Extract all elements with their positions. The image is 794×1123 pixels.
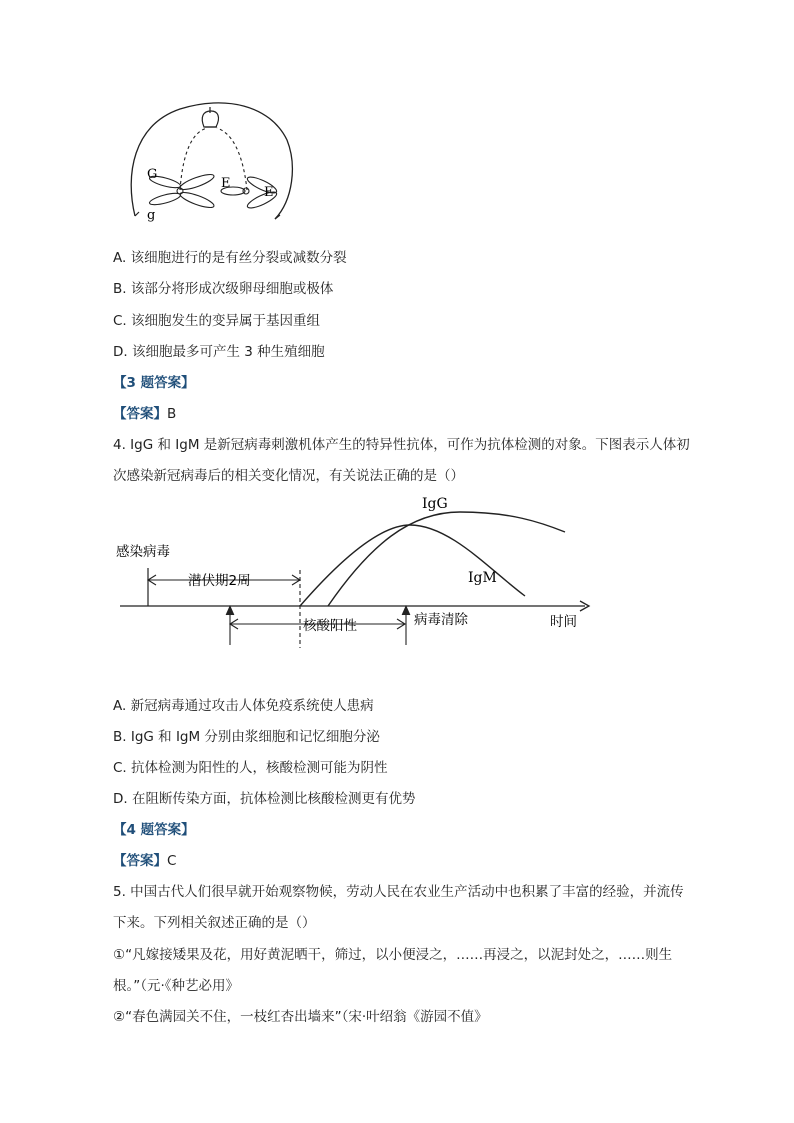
q5-stem-line1: 5. 中国古代人们很早就开始观察物候，劳动人民在农业生产活动中也积累了丰富的经验，并流传 [113,884,684,900]
q3-option-a: A. 该细胞进行的是有丝分裂或减数分裂 [113,250,347,266]
cell-membrane-notch [135,212,280,219]
chromosome-left [149,172,216,211]
igm-label: IgM [468,570,497,586]
igm-curve [300,525,525,606]
q3-option-c: C. 该细胞发生的变异属于基因重组 [113,313,321,329]
gene-label-g: g [147,208,156,223]
incubation-label: 潜伏期2周 [188,573,251,589]
gene-label-G: G [147,167,158,182]
q4-answer-label: 【答案】 [113,853,167,869]
q4-option-a: A. 新冠病毒通过攻击人体免疫系统使人患病 [113,698,374,714]
nucleic-label: 核酸阳性 [303,618,357,634]
q4-stem-line1: 4. IgG 和 IgM 是新冠病毒刺激机体产生的特异性抗体，可作为抗体检测的对象。下图表示人体初 [113,437,690,453]
igg-curve [328,512,565,606]
infection-label: 感染病毒 [116,544,170,560]
q5-stem-line2: 下来。下列相关叙述正确的是（） [113,915,316,931]
centrosome-shape [202,111,218,127]
q4-answer-value: C [167,853,177,869]
antibody-curve-figure [110,490,600,660]
q4-option-b: B. IgG 和 IgM 分别由浆细胞和记忆细胞分泌 [113,729,380,745]
q3-answer-value: B [167,406,177,422]
q3-answer [113,405,176,423]
q3-answer-header: 【3 题答案】 [113,375,195,391]
q4-stem-line2: 次感染新冠病毒后的相关变化情况，有关说法正确的是（） [113,468,464,484]
gene-label-E2: E [264,185,274,200]
q3-option-b: B. 该部分将形成次级卵母细胞或极体 [113,281,334,297]
q3-option-d: D. 该细胞最多可产生 3 种生殖细胞 [113,344,325,360]
q5-item2-line1: ②“春色满园关不住，一枝红杏出墙来”（宋·叶绍翁《游园不值》 [113,1009,488,1025]
q4-option-d: D. 在阻断传染方面，抗体检测比核酸检测更有优势 [113,791,416,807]
q5-item1-line1: ①“凡嫁接矮果及花，用好黄泥晒干，筛过，以小便浸之，……再浸之，以泥封处之，……则生 [113,947,673,963]
q5-item1-line2: 根。”（元·《种艺必用》 [113,978,240,994]
gene-label-E1: E [221,176,231,191]
q4-answer [113,852,176,870]
cell-division-figure [125,95,300,225]
igg-label: IgG [422,496,448,512]
q3-answer-label: 【答案】 [113,406,167,422]
q4-answer-header: 【4 题答案】 [113,822,195,838]
q4-option-c: C. 抗体检测为阳性的人，核酸检测可能为阴性 [113,760,388,776]
time-label: 时间 [550,614,577,630]
clear-label: 病毒清除 [414,612,468,628]
spindle-fiber-left [180,128,207,190]
